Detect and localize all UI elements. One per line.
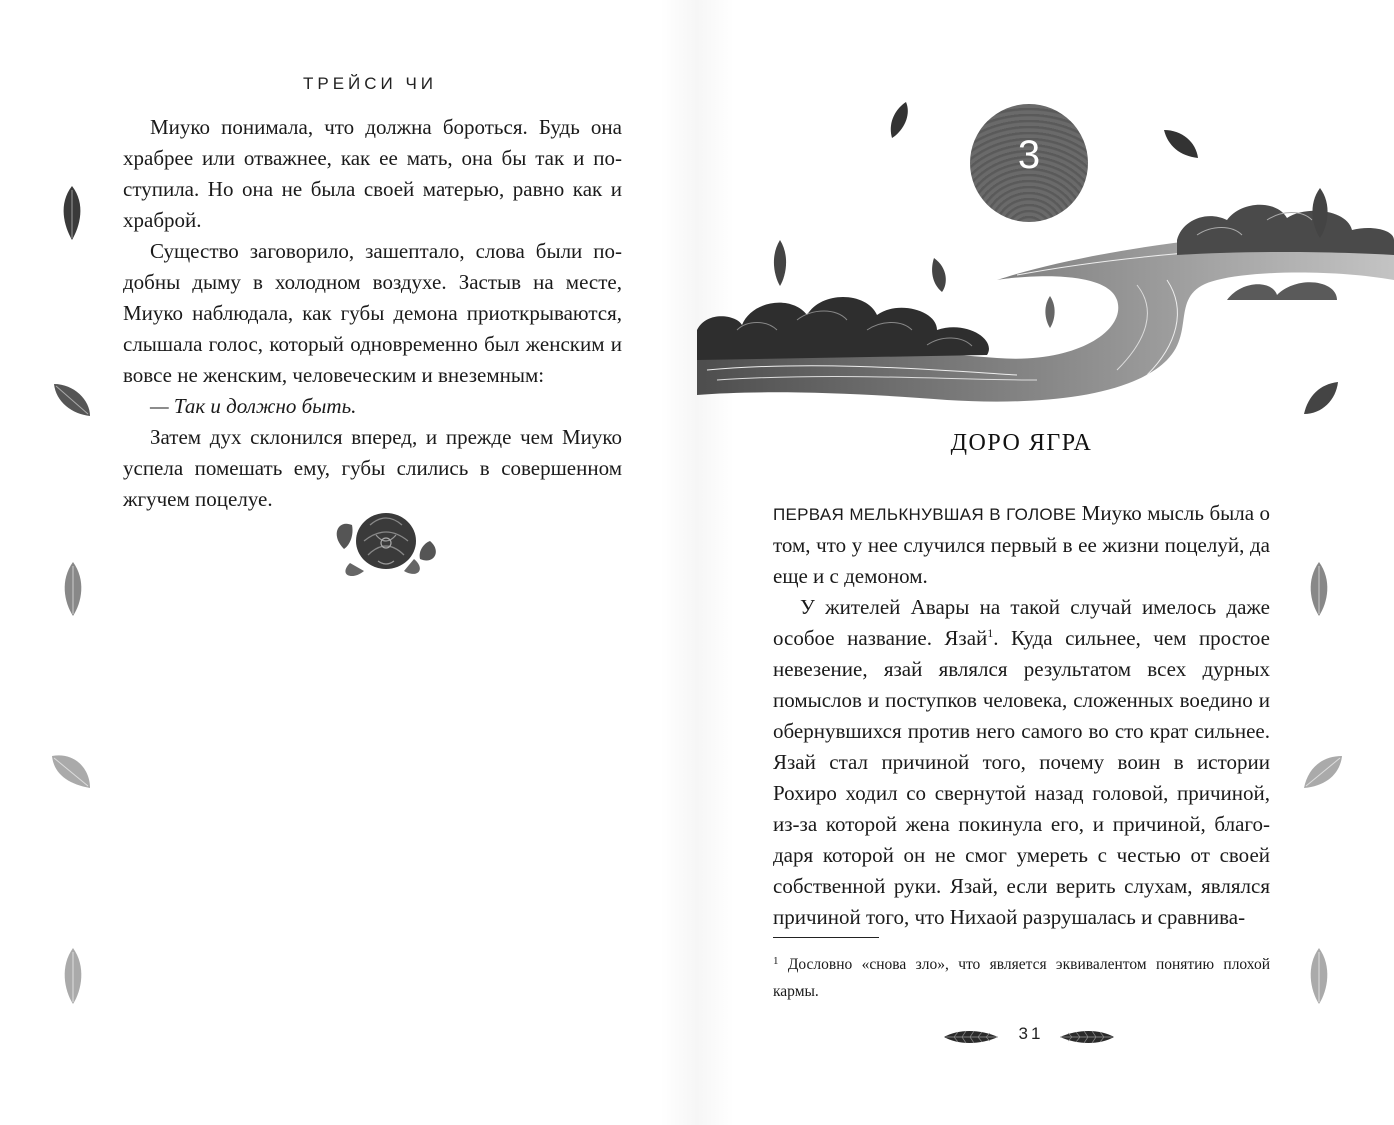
paragraph	[773, 592, 1270, 933]
paragraph-part: У жителей Авары на такой случай имелось даже особое название. Язай	[773, 595, 1270, 650]
page-number: 31	[1018, 1024, 1044, 1043]
feather-right-icon	[1060, 1029, 1114, 1045]
leaf-decoration-icon	[1308, 948, 1330, 1004]
dialogue-line: — Так и должно быть.	[150, 394, 357, 418]
paragraph: Миуко понимала, что должна бороться. Будь она храбрее или отважнее, как ее мать, она бы так и поступила. Но она не была своей матерью, равно как и храброй.	[123, 115, 622, 232]
leaf-decoration-icon	[1310, 188, 1330, 238]
leaf-decoration-icon	[60, 186, 84, 240]
leaf-decoration-icon	[50, 752, 92, 790]
footnote-text: Дословно «снова зло», что является эквивалентом понятию плохой кармы.	[773, 956, 1270, 1000]
paragraph: Существо заговорило, зашептало, слова были подобны дыму в холодном воздухе. Застыв на месте, Миуко наблюдала, как губы демона приоткрываются, слышала голос, который одновременно был женским и вовсе не женским, человеческим и внеземным:	[123, 239, 622, 387]
footnote-marker[interactable]: 1	[987, 626, 994, 640]
paragraph: Затем дух склонился вперед, и прежде чем Миуко успела помешать ему, губы слились в совершенном жгучем поцелуе.	[123, 425, 622, 511]
flower-ornament-icon	[330, 505, 442, 581]
footnote	[773, 948, 1270, 1005]
leaf-decoration-icon	[888, 102, 910, 138]
running-head-author: ТРЕЙСИ ЧИ	[302, 74, 438, 93]
leaf-decoration-icon	[62, 948, 84, 1004]
leaf-decoration-icon	[1162, 128, 1200, 160]
footnote-number: 1	[773, 955, 779, 967]
footnote-divider	[773, 937, 879, 938]
leaf-decoration-icon	[62, 562, 84, 616]
left-body-text	[123, 112, 622, 515]
leaf-decoration-icon	[52, 382, 92, 418]
leaf-decoration-icon	[1302, 752, 1344, 790]
chapter-title: ДОРО ЯГРА	[950, 430, 1093, 456]
feather-left-icon	[944, 1029, 998, 1045]
right-body-text	[773, 498, 1270, 933]
leaf-decoration-icon	[1302, 380, 1340, 416]
opening-paragraph	[773, 498, 1270, 592]
leaf-decoration-icon	[1308, 562, 1330, 616]
leaf-decoration-icon	[1044, 296, 1056, 328]
leaf-decoration-icon	[772, 240, 788, 286]
opening-rest: Миуко мысль была о том, что у нее случился первый в ее жизни поцелуй, да еще и с демоном.	[773, 501, 1271, 588]
opening-smallcaps: ПЕРВАЯ МЕЛЬКНУВШАЯ В ГОЛОВЕ	[773, 505, 1077, 524]
leaf-decoration-icon	[930, 258, 948, 292]
paragraph-part: . Куда сильнее, чем простое невезение, язай являлся результатом всех дурных помыслов и поступков человека, сложенных воедино и обернувшихся против него самого во сто крат сильнее. Язай стал причиной того, почему воин в истории Рохиро ходил со свернутой назад головой, причиной, из-за которой жена покинула его, и причиной, благодаря которой он не смог умереть с честью от своей собственной руки. Язай, если верить слухам, являлся причиной того, что Нихаой разрушалась и сравнива-	[773, 626, 1271, 929]
chapter-number: 3	[1017, 133, 1041, 177]
